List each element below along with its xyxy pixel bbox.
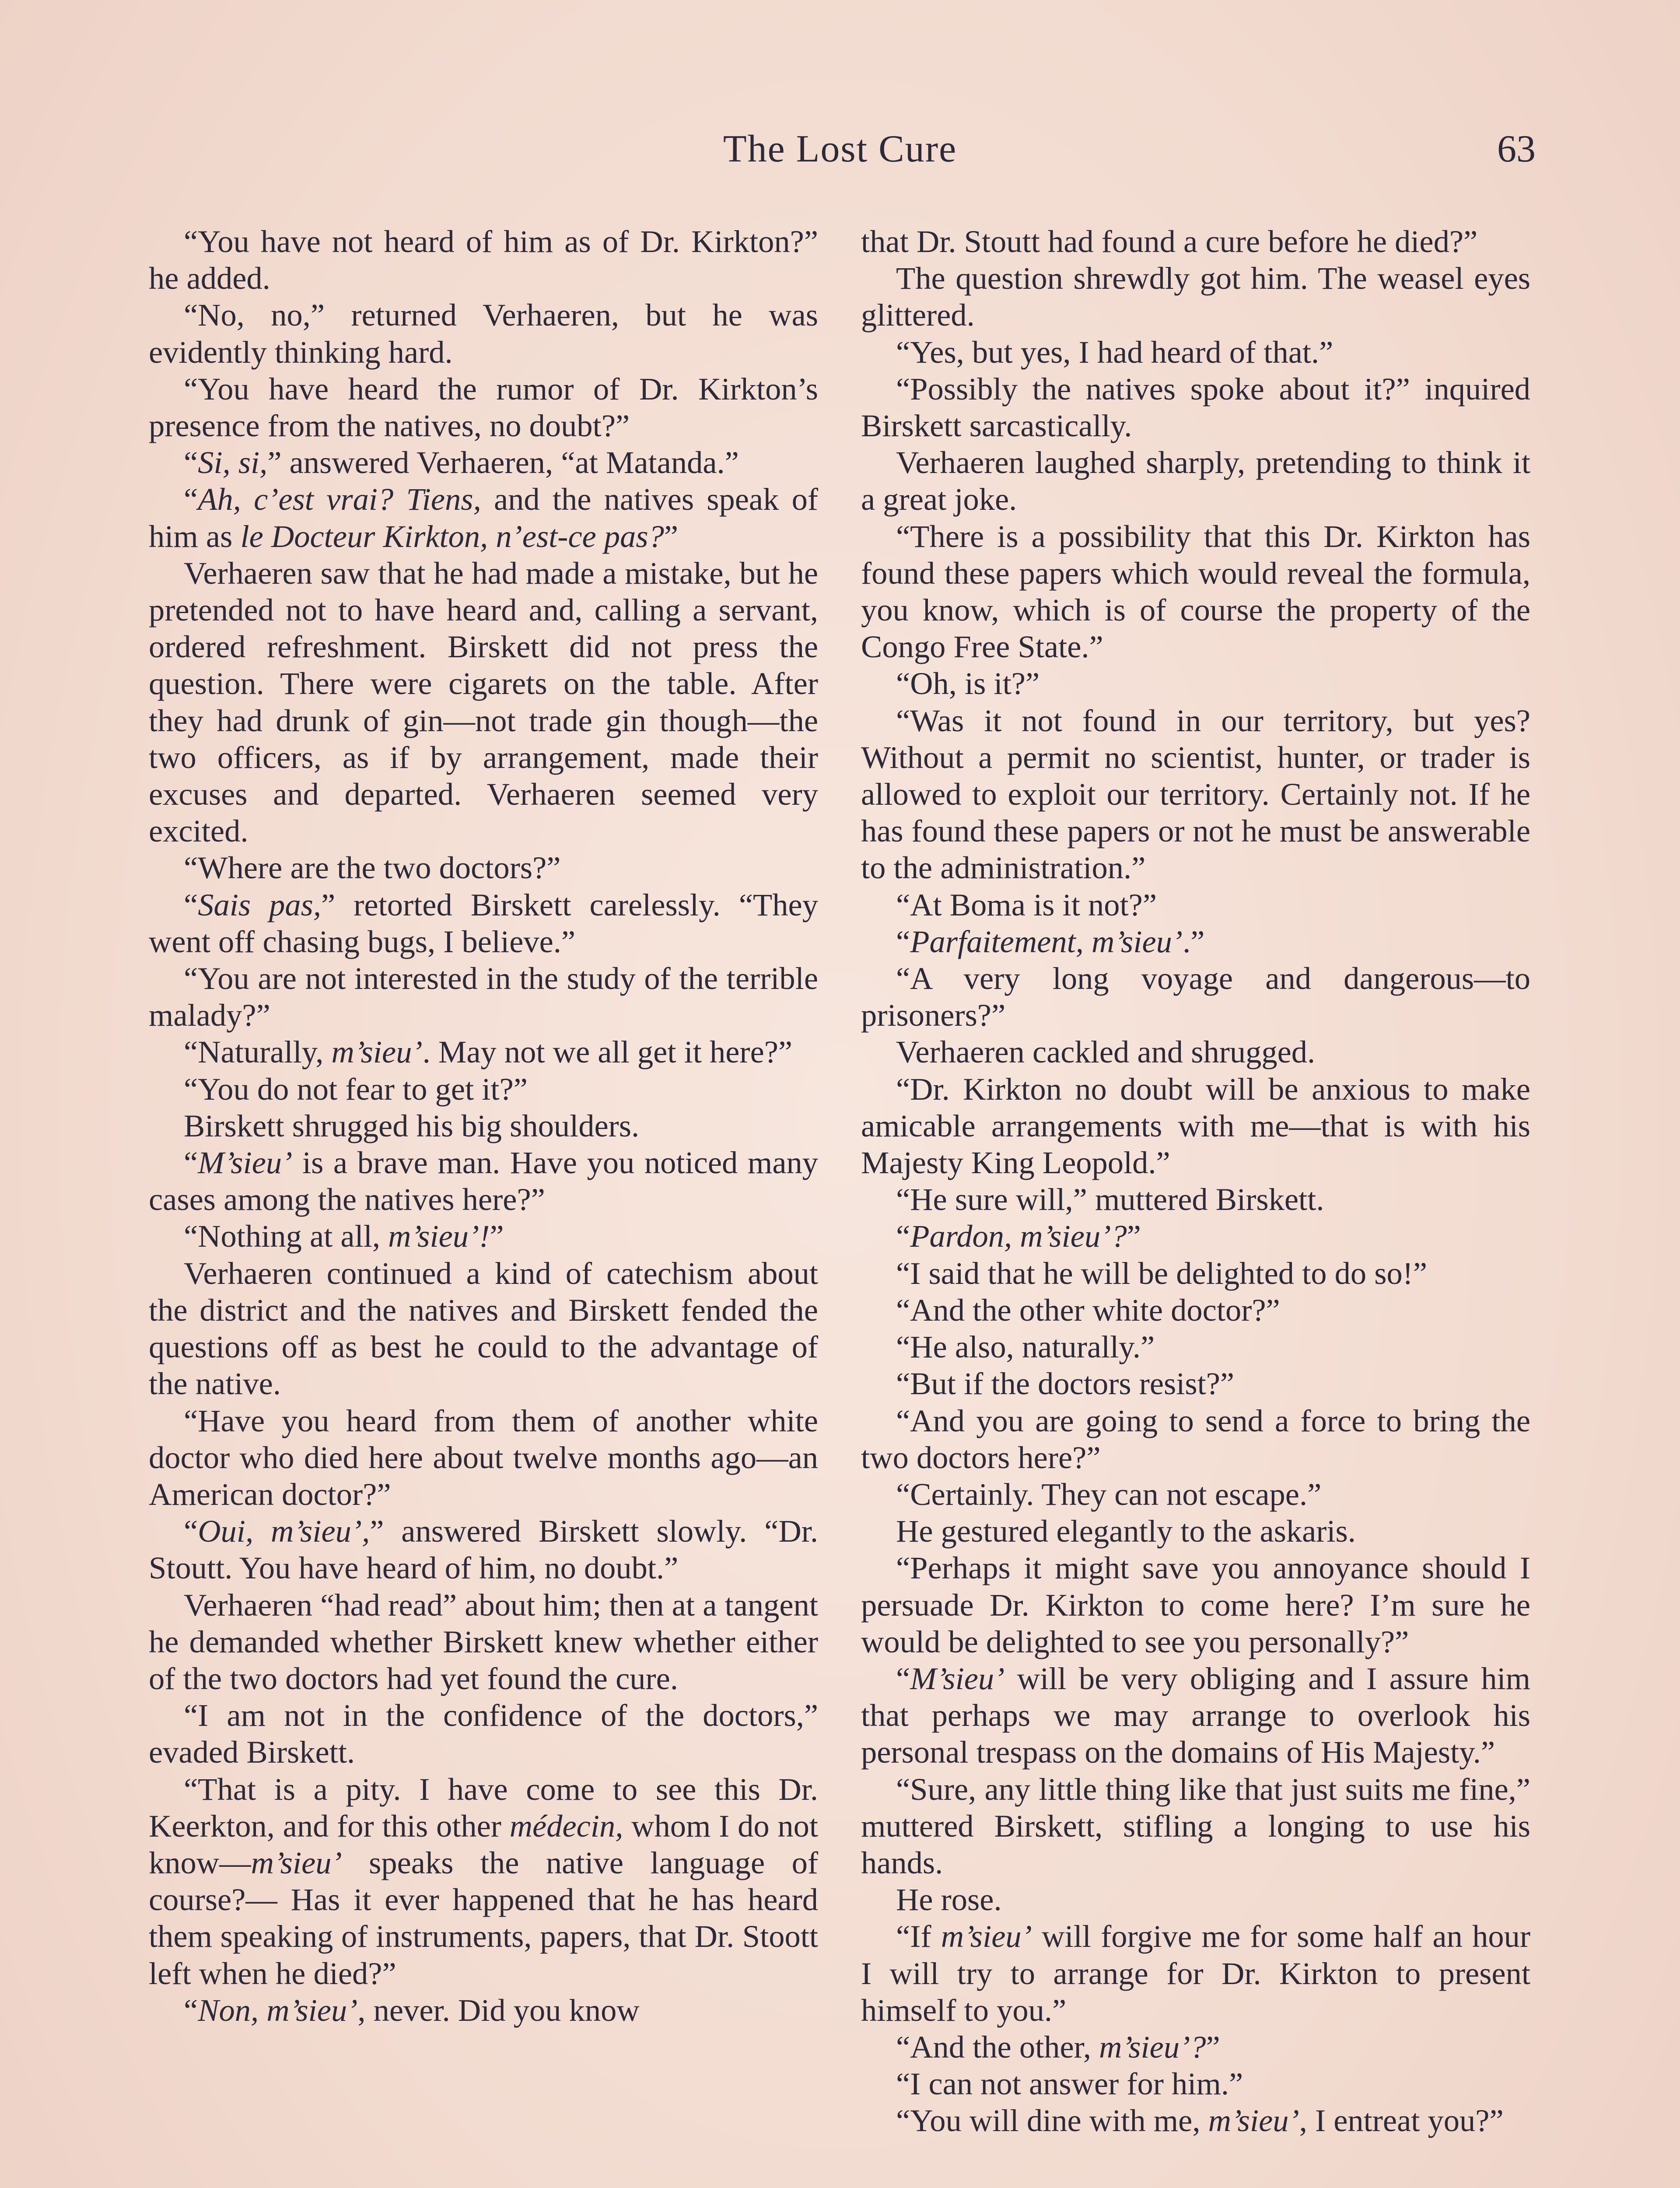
italic-text: m’sieu’ — [251, 1844, 342, 1880]
paragraph — [861, 1365, 1530, 1402]
text-run: “Nothing at all, — [184, 1218, 388, 1254]
paragraph — [861, 1071, 1530, 1182]
text-run: that Dr. Stoutt had found a cure before he died?” — [861, 224, 1478, 259]
text-run: “Have you heard from them of another white doctor who died here about twelve months ago—an American doctor?” — [149, 1403, 818, 1512]
paragraph — [861, 1513, 1530, 1550]
text-run: “Oh, is it?” — [896, 666, 1040, 701]
text-run: Verhaeren cackled and shrugged. — [896, 1034, 1316, 1070]
text-run: “You are not interested in the study of the terrible malady?” — [149, 961, 818, 1033]
text-run: “A very long voyage and dangerous—to prisoners?” — [861, 961, 1530, 1033]
italic-text: m’sieu’ — [331, 1034, 423, 1070]
paragraph — [861, 665, 1530, 702]
text-run: .” — [1183, 923, 1205, 959]
paragraph — [149, 1108, 818, 1144]
paragraph — [149, 481, 818, 554]
text-run: “ — [184, 1513, 198, 1549]
text-run: ” — [1206, 2029, 1220, 2065]
text-run: “ — [184, 1145, 198, 1181]
text-run: “That is a pity. I have come to see this Dr. Keerkton, and for this other — [149, 1771, 818, 1844]
text-run: ” — [664, 518, 679, 554]
paragraph — [861, 1771, 1530, 1882]
page-number: 63 — [1497, 128, 1536, 170]
italic-text: le Docteur Kirkton, n’est-ce pas? — [240, 518, 664, 554]
text-run: “I can not answer for him.” — [896, 2066, 1243, 2102]
text-run: will forgive me for some half an hour I will try to arrange for Dr. Kirkton to present himself to you.” — [861, 1918, 1530, 2028]
text-run: “Yes, but yes, I had heard of that.” — [896, 334, 1334, 370]
text-run: Verhaeren laughed sharply, pretending to think it a great joke. — [861, 445, 1530, 517]
text-run: He rose. — [896, 1882, 1002, 1918]
text-run: “ — [184, 445, 198, 480]
text-run: “But if the doctors resist?” — [896, 1366, 1235, 1402]
paragraph — [861, 223, 1530, 260]
text-run: ” retorted Birskett carelessly. “They went off chasing bugs, I believe.” — [149, 887, 818, 959]
text-run: “Where are the two doctors?” — [184, 850, 561, 886]
paragraph — [861, 1181, 1530, 1218]
paragraph — [861, 1550, 1530, 1660]
text-run: “ — [184, 1992, 198, 2028]
left-text-column — [149, 223, 818, 2029]
italic-text: m’sieu’! — [388, 1218, 490, 1254]
text-run: “Naturally, — [184, 1034, 332, 1070]
paragraph — [149, 555, 818, 850]
italic-text: Pardon, m’sieu’? — [910, 1218, 1127, 1254]
paragraph — [149, 1992, 818, 2029]
paragraph — [861, 518, 1530, 666]
text-run: “Certainly. They can not escape.” — [896, 1476, 1322, 1512]
paragraph — [861, 887, 1530, 923]
text-run: , I entreat you?” — [1299, 2103, 1504, 2139]
text-run: ” answered Birskett slowly. “Dr. Stoutt. You have heard of him, no doubt.” — [149, 1513, 818, 1586]
paragraph — [861, 1218, 1530, 1255]
text-run: “There is a possibility that this Dr. Kirkton has found these papers which would reveal the formula, you know, which is of course the property of the Congo Free State.” — [861, 518, 1530, 665]
paragraph — [149, 887, 818, 960]
text-run: “And the other white doctor?” — [896, 1292, 1280, 1328]
text-run: “And the other, — [896, 2029, 1099, 2065]
paragraph — [149, 1697, 818, 1771]
paragraph — [149, 1513, 818, 1586]
paragraph — [861, 260, 1530, 333]
text-run: “No, no,” returned Verhaeren, but he was evidently thinking hard. — [149, 297, 818, 370]
paragraph — [149, 1071, 818, 1108]
text-run: “ — [184, 887, 198, 922]
italic-text: Non, m’sieu’ — [198, 1992, 358, 2028]
paragraph — [149, 297, 818, 370]
paragraph — [149, 1218, 818, 1255]
text-run: “You have heard the rumor of Dr. Kirkton’s presence from the natives, no doubt?” — [149, 371, 818, 444]
italic-text: médecin, — [509, 1808, 623, 1844]
italic-text: Sais pas, — [198, 887, 321, 922]
text-run: speaks the native language of course?— Has it ever happened that he has heard them speaking of instruments, papers, that Dr. Stoott left when he died?” — [149, 1844, 818, 1991]
paragraph — [149, 1403, 818, 1513]
paragraph — [149, 1771, 818, 1992]
paragraph — [861, 2029, 1530, 2065]
text-run: “ — [896, 1218, 910, 1254]
right-text-column — [861, 223, 1530, 2139]
paragraph — [861, 2065, 1530, 2102]
italic-text: M’sieu’ — [910, 1660, 1005, 1696]
text-run: Birskett shrugged his big shoulders. — [184, 1108, 640, 1143]
text-run: “You will dine with me, — [896, 2103, 1208, 2139]
text-run: ” answered Verhaeren, “at Matanda.” — [267, 445, 739, 480]
text-run: The question shrewdly got him. The weasel eyes glittered. — [861, 260, 1530, 333]
text-run: “ — [896, 1660, 910, 1696]
italic-text: m’sieu’ — [941, 1918, 1032, 1954]
paragraph — [861, 1403, 1530, 1476]
text-run: is a brave man. Have you noticed many cases among the natives here?” — [149, 1145, 818, 1217]
text-run: “Was it not found in our territory, but yes? Without a permit no scientist, hunter, or trader is allowed to exploit our territory. Certainly not. If he has found these papers or not he must be answerable to the administration.” — [861, 702, 1530, 886]
text-run: will be very obliging and I assure him that perhaps we may arrange to overlook his personal trespass on the domains of His Majesty.” — [861, 1660, 1530, 1770]
text-run: ” — [490, 1218, 504, 1254]
text-run: “If — [896, 1918, 941, 1954]
text-run: , never. Did you know — [357, 1992, 640, 2028]
text-run: “At Boma is it not?” — [896, 887, 1157, 922]
text-run: “And you are going to send a force to bring the two doctors here?” — [861, 1403, 1530, 1475]
paragraph — [861, 1881, 1530, 1918]
text-run: He gestured elegantly to the askaris. — [896, 1513, 1356, 1549]
paragraph — [861, 1660, 1530, 1771]
italic-text: m’sieu’? — [1099, 2029, 1206, 2065]
text-run: “You do not fear to get it?” — [184, 1071, 528, 1107]
text-run: “I said that he will be delighted to do so!” — [896, 1255, 1428, 1291]
paragraph — [861, 960, 1530, 1034]
paragraph — [861, 923, 1530, 960]
text-run: Verhaeren saw that he had made a mistake, but he pretended not to have heard and, calling a servant, ordered refreshment. Birskett did not press the question. There were cigarets on the table. After they had drunk of gin—not trade gin though—the two officers, as if by arrangement, made their excuses and departed. Verhaeren seemed very excited. — [149, 555, 818, 849]
paragraph — [861, 1918, 1530, 2029]
text-run: “ — [896, 923, 910, 959]
paragraph — [861, 1034, 1530, 1070]
paragraph — [861, 1292, 1530, 1329]
italic-text: Oui, m’sieu’, — [198, 1513, 370, 1549]
italic-text: M’sieu’ — [198, 1145, 293, 1181]
text-run: “He also, naturally.” — [896, 1329, 1155, 1365]
text-run: “You have not heard of him as of Dr. Kirkton?” he added. — [149, 224, 818, 296]
text-run: “Dr. Kirkton no doubt will be anxious to make amicable arrangements with me—that is with his Majesty King Leopold.” — [861, 1071, 1530, 1181]
text-run: “I am not in the confidence of the doctors,” evaded Birskett. — [149, 1697, 818, 1770]
text-run: “ — [184, 481, 198, 517]
paragraph — [149, 223, 818, 297]
paragraph — [861, 2102, 1530, 2139]
italic-text: m’sieu’ — [1208, 2103, 1299, 2139]
text-run: and the natives speak of him as — [149, 481, 818, 554]
paragraph — [861, 702, 1530, 887]
paragraph — [149, 1144, 818, 1218]
paragraph — [149, 849, 818, 886]
paragraph — [861, 1476, 1530, 1513]
italic-text: Si, si, — [198, 445, 268, 480]
paragraph — [149, 371, 818, 444]
paragraph — [861, 444, 1530, 518]
paragraph — [861, 1255, 1530, 1292]
paragraph — [861, 1329, 1530, 1365]
text-run: Verhaeren “had read” about him; then at a tangent he demanded whether Birskett knew whether either of the two doctors had yet found the cure. — [149, 1587, 818, 1696]
paragraph — [149, 960, 818, 1034]
italic-text: Parfaitement, m’sieu’ — [910, 923, 1183, 959]
running-title: The Lost Cure — [723, 128, 957, 170]
text-run: whom I do not know— — [149, 1808, 818, 1880]
text-run: “Perhaps it might save you annoyance should I persuade Dr. Kirkton to come here? I’m sure he would be delighted to see you personally?” — [861, 1550, 1530, 1659]
text-run: Verhaeren continued a kind of catechism about the district and the natives and Birskett fended the questions off as best he could to the advantage of the native. — [149, 1255, 818, 1402]
paragraph — [861, 334, 1530, 371]
text-run: ” — [1127, 1218, 1141, 1254]
italic-text: Ah, c’est vrai? Tiens, — [198, 481, 481, 517]
page-header — [149, 127, 1536, 184]
paragraph — [149, 1255, 818, 1403]
text-run: “He sure will,” muttered Birskett. — [896, 1182, 1324, 1217]
text-run: “Possibly the natives spoke about it?” inquired Birskett sarcastically. — [861, 371, 1530, 444]
text-run: “Sure, any little thing like that just suits me fine,” muttered Birskett, stifling a longing to use his hands. — [861, 1771, 1530, 1880]
paragraph — [149, 1587, 818, 1697]
paragraph — [149, 444, 818, 481]
paragraph — [861, 371, 1530, 444]
paragraph — [149, 1034, 818, 1070]
text-run: . May not we all get it here?” — [422, 1034, 793, 1070]
